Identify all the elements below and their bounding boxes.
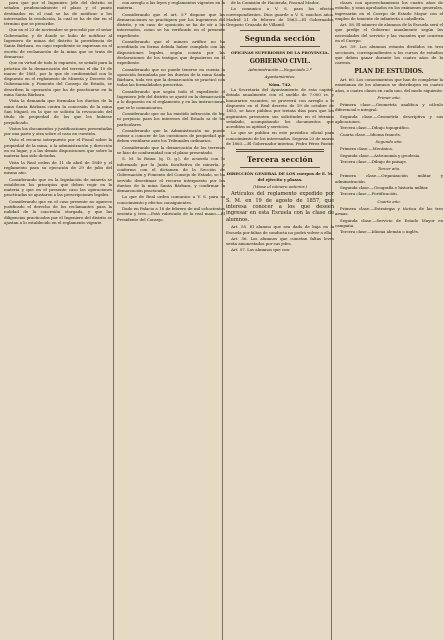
- column-2: [117, 0, 225, 640]
- paragraph: Segunda clase.—Servicio de Estado Mayor en campaña.: [335, 217, 443, 228]
- paragraph: de la Comisión de Hacienda, Pascual Madoz.: [231, 0, 320, 5]
- paragraph: Que en virtud de todo lo expuesto, se señaló para la práctica de la demarcación del terreno el día 10 de marzo de 1861, por lo que de conformidad con lo dispuesto en el reglamento de Minería y Decreto de Gobernación y Fomento del Consejo de Estado, se describen la operación que ha de practicarse en la mina Santa Bárbara.: [4, 60, 112, 98]
- paragraph: Lo que se publica en este periódico oficial para conocimiento de los interesados. Segovia 23 de marzo de 1863.—El Gobernador interino, Pedro Pérez Pastor.: [226, 130, 334, 147]
- column-4: [335, 0, 443, 640]
- divider: [240, 30, 320, 31]
- paragraph: Segunda clase.—Astronomía y geodesia.: [340, 152, 421, 158]
- paragraph: para que por el Ingeniero Jefe del distrito se señalen prudencialmente el plazo y el punto destinados en el cual se ha de notificar a los interesados la resolución, la cual se ha de dar en el término que se prescribe.: [4, 0, 112, 27]
- column-1: [4, 0, 112, 640]
- divider: [236, 149, 324, 152]
- notice-number: Núm. 742.: [268, 81, 292, 87]
- paragraph: Considerando que la demarcación de los terrenos se hizo de conformidad con el plano presentado.: [117, 144, 225, 156]
- year-heading: Cuarto año.: [377, 198, 401, 204]
- paragraph: Art. 56. Los alumnos que cometan faltas leves serán amonestados por sus jefes.: [226, 235, 334, 247]
- paragraph: Art. 58. El número de alumnos de la Escuela será el que prefije el Gobierno anualmente según las necesidades del servicio y las vacantes que ocurran en el Cuerpo.: [335, 22, 443, 44]
- paragraph: Que en el 23 de noviembre se procedió por el señor Gobernador, y de donde se hubo de notificar al Ingeniero de minas del distrito la providencia de Santa Bárbara, en cuyo expediente se expresan en el escrito de reclamación de la mina que se trata de demarcar.: [4, 27, 112, 59]
- continuation-note: (Véase el número anterior.): [253, 183, 307, 189]
- paragraph: Considerando que en la legislación de minería se establecen los principios que deben regir en la materia y que en el presente caso las operaciones practicadas se ajustaron a las prescripciones legales.: [4, 176, 112, 198]
- paragraph: con arreglo a las leyes y reglamentos vigentes en la materia.: [117, 0, 225, 11]
- directorate-heading: DIRECCIÓN GENERAL DE LOS cuerpos de E. M. del ejército y plazas.: [226, 171, 334, 182]
- paragraph: Considerando que el art. 5.º dispone que las demarcaciones se practiquen por los Ingenieros del distrito, y en caso de oposición se ha de oír a los interesados, como se ha verificado en el presente expediente.: [117, 11, 225, 38]
- paragraph: Considerando que no ha existido infracción de ley, ni perjuicio para los intereses del Estado ni de los particulares.: [117, 110, 225, 127]
- column-3: [226, 0, 334, 640]
- paragraph: Considerando que según todo el expediente el Ingeniero Jefe del distrito se ajustó en la demarcación a lo dispuesto en el reglamento y en las instrucciones que se le comunicaron.: [117, 88, 225, 110]
- paragraph: Segunda clase.—Geografía e historia militar.: [340, 185, 429, 191]
- paragraph: Art. 59. Los alumnos estarán divididos en tres secciones, correspondientes a los cursos de estudios que deben ganar durante los cuatro años de la carrera.: [335, 44, 443, 66]
- column-rule: [113, 0, 114, 640]
- paragraph: Tercera clase.—Dibujo de paisaje.: [340, 158, 408, 164]
- year-heading: Segundo año.: [375, 138, 403, 144]
- paragraph: Considerando que la Administración no puede entrar a conocer de las cuestiones de propiedad que deben ventilarse ante los Tribunales ordinarios.: [117, 127, 225, 144]
- paragraph: clases con aprovechamiento los cuatro años de estudio, y sean aprobados en los exámenes generales, ingresarán en el Cuerpo de Estado Mayor con el empleo de teniente de infantería o caballería.: [335, 0, 443, 21]
- subheading: Ayuntamientos.: [264, 74, 296, 80]
- paragraph: La Secretaría del Ayuntamiento de esta capital, dotada anualmente con el sueldo de 7.000 rs. y honorarios vacantes, se proveerá con arreglo a lo dispuesto en el Real decreto de 19 de octubre de 1853, se hace pública por treinta días para que los aspirantes presenten sus solicitudes en el término señalado, acompañando los documentos que acrediten su aptitud y servicios.: [226, 87, 334, 130]
- government-heading: GOBIERNO CIVIL.: [249, 57, 311, 65]
- paragraph: Considerando que no puede tenerse en cuenta la oposición formulada por los dueños de la mina Santa Bárbara, toda vez que la demarcación se practicó con todas las formalidades prescritas.: [117, 66, 225, 88]
- paragraph: Primera clase.—Organización militar y administración.: [335, 173, 443, 184]
- paragraph: Primera clase.—Mecánica.: [340, 146, 393, 152]
- department-line: Administración.—Negociado 2.º: [248, 67, 312, 73]
- paragraph: Art. 55. El alumno que sea dado de baja en la Escuela por faltas de conducta no podrá volver a ella.: [226, 224, 334, 235]
- year-heading: Tercer año.: [377, 166, 401, 172]
- section-heading: Segunda sección: [244, 34, 316, 44]
- paragraph: Art. 57. Los alumnos que con-: [231, 247, 291, 253]
- intro-paragraph: Artículos del reglamento expedido por S. M. en 19 de agosto de 1857, que interesa conocer a los que deseen ingresar en esta Escuela con la clase de alumnos.: [226, 191, 334, 223]
- paragraph: Primera clase.—Geometría analítica y cálculo diferencial e integral.: [335, 102, 443, 113]
- paragraph: Vista la Real orden de 11 de abril de 1849 y el reglamento para su ejecución de 29 de julio del mismo año.: [4, 159, 112, 176]
- paragraph: Art. 60. Los conocimientos que han de completar la enseñanza de los alumnos se distribuyen en cuatro años, o cuatro clases en cada uno, del modo siguiente:: [335, 76, 443, 93]
- plan-heading: PLAN DE ESTUDIOS.: [354, 67, 424, 75]
- paragraph: Considerando que en el caso presente no aparece justificado el derecho de los reclamantes para la nulidad de la concesión otorgada, y que las diligencias practicadas por el Ingeniero del distrito se ajustan a lo establecido en el reglamento vigente.: [4, 198, 112, 225]
- paragraph: Vistos los documentos y justificaciones presentadas por una parte y otra sobre el caso en cuestión.: [4, 125, 112, 137]
- paragraph: Segunda clase.—Geometría descriptiva y sus aplicaciones.: [335, 113, 443, 125]
- paragraph: Tercera clase.—Fortificación.: [340, 191, 398, 197]
- signature-paragraph: Lo comunico a V. S. para los efectos correspondientes. Dios guarde a V. S. muchos años. Madrid 21 de febrero de 1863.—El Gobernador, Gregorio Cruzada de Villamil.: [226, 6, 334, 28]
- paragraph: Visto el recurso interpuesto por el Fiscal sobre la propiedad de la mina, a la administración y dirección en su lugar; y a las demás disposiciones que sobre la materia han sido dictadas.: [4, 137, 112, 159]
- year-heading: Primer año.: [377, 94, 401, 100]
- paragraph: Vista la demanda que formulan los dueños de la mina Santa Bárbara contra la concesión de la mina San Miguel, en la que se solicita la revocación del título de propiedad de los que les hubiese perjudicado.: [4, 98, 112, 125]
- divider: [240, 167, 320, 168]
- paragraph: Tercera clase.—Dibujo topográfico.: [340, 125, 410, 131]
- paragraph: Considerando que el minero artífice no ha acreditado en forma debida haber cumplido con las disposiciones legales, según consta por las declaraciones de los testigos que depusieron en el expediente.: [117, 39, 225, 66]
- divider: [240, 46, 320, 47]
- paragraph: Lo que de Real orden comunico a V. S. para su conocimiento y efectos consiguientes.: [117, 194, 225, 205]
- section-heading: Tercera sección: [247, 155, 313, 165]
- paragraph: Tercera clase.—Idioma alemán o inglés.: [340, 229, 419, 235]
- paragraph: Primera clase.—Estrategia y táctica de las tres armas.: [335, 205, 443, 217]
- paragraph: Dado en Palacio a 18 de febrero de mil ochocientos sesenta y tres.—Está rubricado de la real mano.—El Presidente del Consejo.: [117, 205, 225, 222]
- paragraph: Cuarta clase.—Idioma francés.: [340, 131, 401, 137]
- paragraph: S. M. la Reina (q. D. g.), de acuerdo con lo informado por la Junta facultativa de minería, y conforme con el dictamen de la Sección de Gobernación y Fomento del Consejo de Estado, se ha servido desestimar el recurso interpuesto por los dueños de la mina Santa Bárbara, y confirmar la demarcación practicada.: [117, 156, 225, 194]
- offices-heading: OFICINAS SUPERIORES DE LA PROVINCIA.: [231, 50, 329, 56]
